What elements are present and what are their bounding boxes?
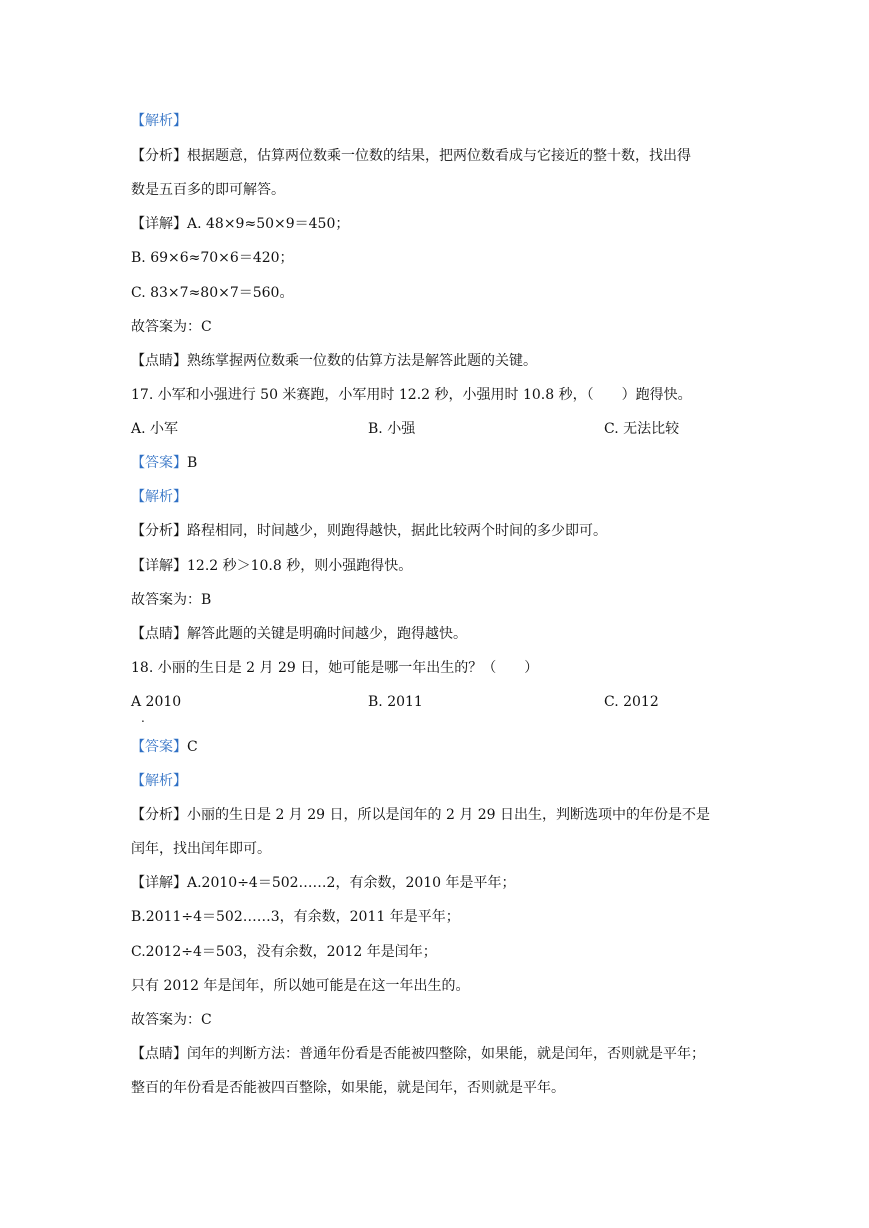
q17-option-c: C. 无法比较 [604, 421, 680, 437]
q16-analysis-text-2: 数是五百多的即可解答。 [131, 182, 285, 198]
q17-question: 17. 小军和小强进行 50 米赛跑，小军用时 12.2 秒，小强用时 10.8 秒，（ ）跑得快。 [131, 387, 692, 403]
q16-conclusion: 故答案为：C [131, 319, 212, 335]
q18-analysis: 【分析】小丽的生日是 2 月 29 日，所以是闰年的 2 月 29 日出生，判断选项中的年份是不是 [131, 807, 711, 823]
q17-option-b: B. 小强 [368, 421, 416, 437]
jiexi-tag-18: 【解析】 [131, 773, 187, 789]
q18-key-point: 【点睛】闰年的判断方法：普通年份看是否能被四整除，如果能，就是闰年，否则就是平年； [131, 1046, 705, 1062]
jiexi-tag-16: 【解析】 [131, 113, 187, 129]
q16-analysis-text-1: 根据题意，估算两位数乘一位数的结果，把两位数看成与它接近的整十数，找出得 [187, 148, 691, 164]
q18-answer-value: C [187, 739, 198, 755]
q18-detail-b: B.2011÷4＝502……3，有余数，2011 年是平年； [131, 909, 460, 925]
q18-conclusion: 故答案为：C [131, 1012, 212, 1028]
daan-tag: 【答案】 [131, 455, 187, 471]
q18-detail-a: 【详解】A.2010÷4＝502……2，有余数，2010 年是平年； [131, 875, 516, 891]
q17-detail: 【详解】12.2 秒＞10.8 秒，则小强跑得快。 [131, 558, 413, 574]
dianjing-tag: 【点睛】 [131, 353, 187, 369]
fenxi-tag: 【分析】 [131, 148, 187, 164]
q18-option-a-dot: . [141, 711, 145, 725]
q18-key-point-2: 整百的年份看是否能被四百整除，如果能，就是闰年，否则就是平年。 [131, 1080, 565, 1096]
q17-option-a: A. 小军 [131, 421, 179, 437]
q16-detail-c: C. 83×7≈80×7＝560。 [131, 285, 294, 301]
q16-detail-b: B. 69×6≈70×6＝420； [131, 250, 294, 266]
q17-answer [131, 453, 197, 473]
q18-option-c: C. 2012 [604, 694, 659, 710]
q17-answer-value: B [187, 455, 198, 471]
q16-detail-a: 【详解】A. 48×9≈50×9＝450； [131, 216, 350, 232]
q18-detail-d: 只有 2012 年是闰年，所以她可能是在这一年出生的。 [131, 978, 470, 994]
q18-option-a: A 2010 [131, 694, 182, 710]
q18-detail-c: C.2012÷4＝503，没有余数，2012 年是闰年； [131, 944, 437, 960]
q16-analysis [131, 146, 691, 166]
q18-analysis-text-2: 闰年，找出闰年即可。 [131, 841, 271, 857]
q18-option-b: B. 2011 [368, 694, 423, 710]
q17-analysis: 【分析】路程相同，时间越少，则跑得越快，据此比较两个时间的多少即可。 [131, 523, 607, 539]
q17-conclusion: 故答案为：B [131, 592, 212, 608]
xiangjie-tag: 【详解】 [131, 216, 187, 232]
q16-key-point: 【点睛】熟练掌握两位数乘一位数的估算方法是解答此题的关键。 [131, 353, 537, 369]
q18-question: 18. 小丽的生日是 2 月 29 日，她可能是哪一年出生的？（ ） [131, 660, 539, 676]
q17-key-point: 【点睛】解答此题的关键是明确时间越少，跑得越快。 [131, 626, 467, 642]
q18-answer: 【答案】C [131, 739, 198, 755]
jiexi-tag-17: 【解析】 [131, 489, 187, 505]
